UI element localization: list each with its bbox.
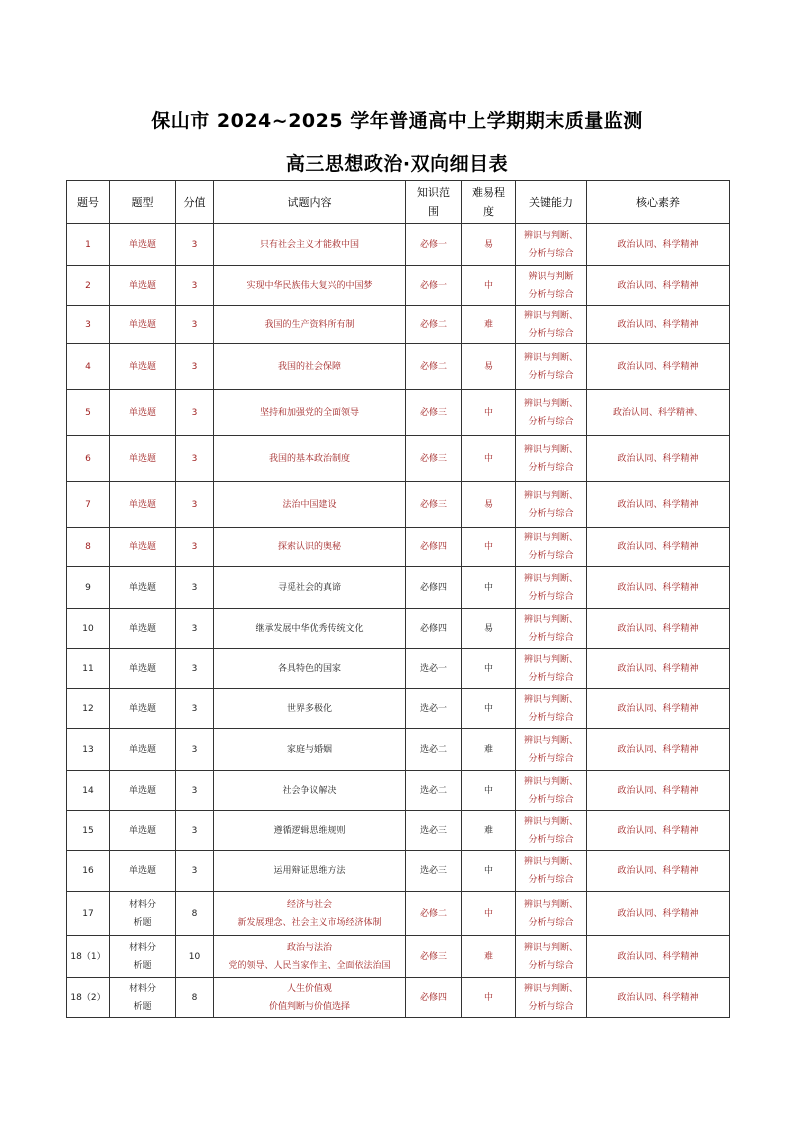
table-row <box>67 978 730 1018</box>
table-row <box>67 390 730 436</box>
cell-scope: 必修三 <box>406 936 462 978</box>
cell-difficulty: 中 <box>462 436 516 482</box>
cell-difficulty: 难 <box>462 729 516 771</box>
cell-content <box>214 689 406 729</box>
cell-ability-line: 辨识与判断、 <box>523 230 578 241</box>
cell-type <box>110 528 176 567</box>
cell-ability-line: 辨识与判断、 <box>523 654 578 665</box>
cell-score: 3 <box>176 528 214 567</box>
cell-content <box>214 729 406 771</box>
cell-ability <box>516 892 587 936</box>
table-row <box>67 851 730 892</box>
cell-score: 3 <box>176 266 214 306</box>
cell-type-line: 单选题 <box>128 785 156 796</box>
cell-scope: 必修四 <box>406 609 462 649</box>
cell-ability <box>516 482 587 528</box>
table-row <box>67 306 730 344</box>
cell-ability-line: 分析与综合 <box>528 328 574 339</box>
cell-content-line: 价值判断与价值选择 <box>268 1001 350 1012</box>
cell-type-line: 单选题 <box>128 280 156 291</box>
cell-type <box>110 436 176 482</box>
cell-ability <box>516 567 587 609</box>
cell-literacy: 政治认同、科学精神 <box>587 266 730 306</box>
cell-type <box>110 978 176 1018</box>
cell-content <box>214 436 406 482</box>
cell-ability-line: 分析与综合 <box>528 794 574 805</box>
cell-content <box>214 306 406 344</box>
table-row <box>67 344 730 390</box>
cell-type <box>110 390 176 436</box>
header-scope-line: 知识范 <box>417 186 450 199</box>
cell-type-line: 单选题 <box>128 407 156 418</box>
header-difficulty-line: 难易程 <box>472 186 505 199</box>
cell-content <box>214 224 406 266</box>
cell-type-line: 单选题 <box>128 239 156 250</box>
cell-difficulty: 难 <box>462 306 516 344</box>
cell-number: 11 <box>67 649 110 689</box>
cell-ability-line: 辨识与判断、 <box>523 310 578 321</box>
cell-ability-line: 辨识与判断、 <box>523 614 578 625</box>
cell-ability-line: 分析与综合 <box>528 1001 574 1012</box>
table-row <box>67 689 730 729</box>
cell-scope: 必修二 <box>406 892 462 936</box>
cell-scope: 选必二 <box>406 729 462 771</box>
cell-ability-line: 辨识与判断、 <box>523 816 578 827</box>
cell-ability-line: 辨识与判断、 <box>523 735 578 746</box>
cell-number: 17 <box>67 892 110 936</box>
table-row <box>67 436 730 482</box>
cell-ability-line: 分析与综合 <box>528 508 574 519</box>
cell-difficulty: 中 <box>462 689 516 729</box>
cell-content-line: 社会争议解决 <box>282 785 337 796</box>
cell-ability-line: 分析与综合 <box>528 960 574 971</box>
cell-ability <box>516 224 587 266</box>
cell-number: 18（2） <box>67 978 110 1018</box>
cell-content <box>214 978 406 1018</box>
cell-scope: 必修三 <box>406 390 462 436</box>
cell-difficulty: 难 <box>462 811 516 851</box>
cell-literacy: 政治认同、科学精神 <box>587 892 730 936</box>
cell-content-line: 我国的基本政治制度 <box>268 453 350 464</box>
cell-literacy: 政治认同、科学精神 <box>587 344 730 390</box>
cell-scope: 必修三 <box>406 482 462 528</box>
cell-number: 15 <box>67 811 110 851</box>
cell-number: 5 <box>67 390 110 436</box>
cell-type <box>110 344 176 390</box>
cell-type-line: 单选题 <box>128 825 156 836</box>
cell-number: 14 <box>67 771 110 811</box>
cell-difficulty: 易 <box>462 344 516 390</box>
cell-ability <box>516 609 587 649</box>
cell-ability-line: 辨识与判断、 <box>523 776 578 787</box>
cell-type-line: 单选题 <box>128 542 156 552</box>
cell-type-line: 单选题 <box>128 623 156 634</box>
cell-score: 3 <box>176 436 214 482</box>
cell-content-line: 经济与社会 <box>286 899 332 910</box>
cell-number: 12 <box>67 689 110 729</box>
table-row <box>67 649 730 689</box>
cell-ability <box>516 649 587 689</box>
cell-scope: 必修四 <box>406 978 462 1018</box>
cell-content-line: 政治与法治 <box>286 942 332 953</box>
cell-ability <box>516 344 587 390</box>
cell-content <box>214 567 406 609</box>
cell-number: 4 <box>67 344 110 390</box>
cell-ability-line: 分析与综合 <box>528 591 574 602</box>
cell-content-line: 探索认识的奥秘 <box>277 542 341 552</box>
cell-type <box>110 567 176 609</box>
cell-ability-line: 辨识与判断、 <box>523 398 578 409</box>
cell-type-line: 单选题 <box>128 361 156 372</box>
cell-scope: 选必一 <box>406 689 462 729</box>
cell-content-line: 我国的生产资料所有制 <box>264 319 355 330</box>
cell-content-line: 实现中华民族伟大复兴的中国梦 <box>246 280 373 291</box>
cell-content <box>214 266 406 306</box>
cell-ability-line: 辨识与判断、 <box>523 573 578 584</box>
cell-scope: 必修二 <box>406 306 462 344</box>
table-row <box>67 482 730 528</box>
cell-ability <box>516 936 587 978</box>
cell-ability-line: 分析与综合 <box>528 289 574 300</box>
cell-score: 3 <box>176 771 214 811</box>
cell-score: 3 <box>176 729 214 771</box>
cell-type-line: 析题 <box>133 960 152 971</box>
cell-difficulty: 中 <box>462 528 516 567</box>
cell-ability-line: 辨识与判断、 <box>523 857 578 867</box>
header-type: 题型 <box>110 181 176 224</box>
cell-content-line: 党的领导、人民当家作主、全面依法治国 <box>228 960 391 971</box>
cell-type <box>110 851 176 892</box>
cell-content-line: 继承发展中华优秀传统文化 <box>255 623 364 634</box>
cell-scope: 必修四 <box>406 528 462 567</box>
cell-number: 8 <box>67 528 110 567</box>
cell-difficulty: 中 <box>462 771 516 811</box>
cell-difficulty: 中 <box>462 266 516 306</box>
header-literacy: 核心素养 <box>587 181 730 224</box>
cell-content-line: 法治中国建设 <box>282 499 337 510</box>
cell-ability-line: 辨识与判断、 <box>523 694 578 705</box>
cell-content <box>214 936 406 978</box>
cell-scope: 选必三 <box>406 851 462 892</box>
cell-ability-line: 分析与综合 <box>528 416 574 427</box>
cell-type-line: 材料分 <box>128 983 156 994</box>
cell-number: 16 <box>67 851 110 892</box>
header-scope <box>406 181 462 224</box>
cell-difficulty: 中 <box>462 978 516 1018</box>
cell-content-line: 遵循逻辑思维规则 <box>273 825 346 836</box>
cell-type-line: 单选题 <box>128 453 156 464</box>
cell-type <box>110 482 176 528</box>
cell-number: 1 <box>67 224 110 266</box>
cell-score: 3 <box>176 851 214 892</box>
cell-literacy: 政治认同、科学精神 <box>587 851 730 892</box>
cell-ability <box>516 266 587 306</box>
cell-type-line: 析题 <box>133 917 152 928</box>
cell-type-line: 单选题 <box>128 703 156 714</box>
cell-ability-line: 分析与综合 <box>528 712 574 723</box>
cell-type-line: 单选题 <box>128 499 156 510</box>
header-scope-line: 围 <box>428 205 439 218</box>
cell-content <box>214 344 406 390</box>
cell-content-line: 新发展理念、社会主义市场经济体制 <box>237 917 382 928</box>
table-row <box>67 528 730 567</box>
cell-difficulty: 中 <box>462 390 516 436</box>
header-score: 分值 <box>176 181 214 224</box>
cell-difficulty: 易 <box>462 482 516 528</box>
cell-difficulty: 易 <box>462 224 516 266</box>
cell-literacy: 政治认同、科学精神 <box>587 936 730 978</box>
cell-ability-line: 分析与综合 <box>528 875 574 885</box>
cell-type <box>110 224 176 266</box>
cell-type-line: 材料分 <box>128 942 156 953</box>
cell-content <box>214 482 406 528</box>
table-row <box>67 892 730 936</box>
cell-type-line: 单选题 <box>128 319 156 330</box>
cell-content <box>214 851 406 892</box>
cell-scope: 必修一 <box>406 224 462 266</box>
cell-literacy: 政治认同、科学精神 <box>587 609 730 649</box>
cell-literacy: 政治认同、科学精神 <box>587 771 730 811</box>
header-difficulty <box>462 181 516 224</box>
cell-type <box>110 266 176 306</box>
table-row <box>67 266 730 306</box>
cell-ability-line: 分析与综合 <box>528 462 574 473</box>
cell-content <box>214 528 406 567</box>
cell-ability-line: 分析与综合 <box>528 551 574 561</box>
cell-score: 3 <box>176 344 214 390</box>
cell-literacy: 政治认同、科学精神 <box>587 689 730 729</box>
cell-number: 6 <box>67 436 110 482</box>
cell-ability-line: 辨识与判断、 <box>523 899 578 910</box>
cell-content <box>214 649 406 689</box>
spec-table <box>66 180 730 1018</box>
cell-content <box>214 609 406 649</box>
cell-type <box>110 936 176 978</box>
cell-literacy: 政治认同、科学精神 <box>587 224 730 266</box>
cell-type <box>110 729 176 771</box>
cell-number: 2 <box>67 266 110 306</box>
cell-number: 3 <box>67 306 110 344</box>
cell-ability-line: 辨识与判断、 <box>523 490 578 501</box>
cell-content-line: 世界多极化 <box>286 703 332 714</box>
cell-literacy: 政治认同、科学精神 <box>587 811 730 851</box>
cell-type-line: 析题 <box>133 1001 152 1012</box>
cell-content <box>214 390 406 436</box>
cell-score: 8 <box>176 978 214 1018</box>
cell-type <box>110 649 176 689</box>
cell-ability-line: 分析与综合 <box>528 834 574 845</box>
cell-ability <box>516 729 587 771</box>
cell-type <box>110 689 176 729</box>
cell-ability <box>516 306 587 344</box>
cell-scope: 必修二 <box>406 344 462 390</box>
cell-ability-line: 分析与综合 <box>528 672 574 683</box>
cell-number: 9 <box>67 567 110 609</box>
cell-type <box>110 811 176 851</box>
cell-ability-line: 分析与综合 <box>528 370 574 381</box>
cell-ability <box>516 689 587 729</box>
cell-ability-line: 辨识与判断、 <box>523 444 578 455</box>
cell-scope: 选必二 <box>406 771 462 811</box>
cell-scope: 选必三 <box>406 811 462 851</box>
cell-ability-line: 辨识与判断、 <box>523 942 578 953</box>
cell-difficulty: 易 <box>462 609 516 649</box>
cell-ability <box>516 851 587 892</box>
cell-content-line: 各具特色的国家 <box>277 663 341 674</box>
cell-literacy: 政治认同、科学精神、 <box>587 390 730 436</box>
cell-score: 8 <box>176 892 214 936</box>
cell-ability <box>516 390 587 436</box>
cell-scope: 必修一 <box>406 266 462 306</box>
cell-score: 3 <box>176 811 214 851</box>
cell-score: 3 <box>176 306 214 344</box>
cell-score: 3 <box>176 609 214 649</box>
table-row <box>67 224 730 266</box>
cell-score: 3 <box>176 649 214 689</box>
cell-difficulty: 中 <box>462 567 516 609</box>
cell-literacy: 政治认同、科学精神 <box>587 978 730 1018</box>
cell-scope: 必修三 <box>406 436 462 482</box>
cell-score: 3 <box>176 689 214 729</box>
cell-ability-line: 分析与综合 <box>528 917 574 928</box>
cell-type <box>110 771 176 811</box>
header-ability: 关键能力 <box>516 181 587 224</box>
table-row <box>67 729 730 771</box>
cell-number: 18（1） <box>67 936 110 978</box>
cell-type-line: 单选题 <box>128 663 156 674</box>
cell-ability <box>516 528 587 567</box>
cell-ability-line: 辨识与判断 <box>528 271 574 282</box>
header-content: 试题内容 <box>214 181 406 224</box>
table-row <box>67 771 730 811</box>
cell-literacy: 政治认同、科学精神 <box>587 567 730 609</box>
cell-literacy: 政治认同、科学精神 <box>587 729 730 771</box>
cell-difficulty: 难 <box>462 936 516 978</box>
cell-score: 3 <box>176 390 214 436</box>
cell-ability-line: 分析与综合 <box>528 248 574 259</box>
cell-score: 3 <box>176 224 214 266</box>
cell-literacy: 政治认同、科学精神 <box>587 649 730 689</box>
cell-content-line: 运用辩证思维方法 <box>273 866 346 876</box>
cell-ability <box>516 978 587 1018</box>
page-subtitle: 高三思想政治·双向细目表 <box>285 153 509 175</box>
cell-type-line: 单选题 <box>128 582 156 593</box>
cell-ability-line: 分析与综合 <box>528 753 574 764</box>
cell-difficulty: 中 <box>462 851 516 892</box>
cell-content-line: 家庭与婚姻 <box>286 744 332 755</box>
cell-literacy: 政治认同、科学精神 <box>587 436 730 482</box>
cell-ability-line: 辨识与判断、 <box>523 352 578 363</box>
cell-score: 3 <box>176 567 214 609</box>
cell-scope: 选必一 <box>406 649 462 689</box>
cell-score: 10 <box>176 936 214 978</box>
cell-ability-line: 辨识与判断、 <box>523 533 578 543</box>
cell-type-line: 材料分 <box>128 899 156 910</box>
cell-content <box>214 811 406 851</box>
cell-scope: 必修四 <box>406 567 462 609</box>
cell-literacy: 政治认同、科学精神 <box>587 306 730 344</box>
cell-difficulty: 中 <box>462 892 516 936</box>
table-row <box>67 567 730 609</box>
header-difficulty-line: 度 <box>483 205 494 218</box>
cell-number: 10 <box>67 609 110 649</box>
cell-type-line: 单选题 <box>128 866 156 876</box>
cell-type <box>110 306 176 344</box>
cell-literacy: 政治认同、科学精神 <box>587 482 730 528</box>
cell-ability-line: 辨识与判断、 <box>523 983 578 994</box>
page-title: 保山市 2024~2025 学年普通高中上学期期末质量监测 <box>151 110 643 132</box>
cell-type <box>110 609 176 649</box>
cell-content-line: 我国的社会保障 <box>277 361 341 372</box>
cell-type-line: 单选题 <box>128 744 156 755</box>
cell-content-line: 坚持和加强党的全面领导 <box>259 407 359 418</box>
cell-ability <box>516 811 587 851</box>
table-header-row <box>67 181 730 224</box>
table-row <box>67 811 730 851</box>
cell-number: 13 <box>67 729 110 771</box>
table-row <box>67 609 730 649</box>
cell-ability <box>516 771 587 811</box>
cell-score: 3 <box>176 482 214 528</box>
cell-number: 7 <box>67 482 110 528</box>
cell-content-line: 人生价值观 <box>286 983 332 994</box>
cell-type <box>110 892 176 936</box>
table-row <box>67 936 730 978</box>
cell-content <box>214 771 406 811</box>
cell-content-line: 寻觅社会的真谛 <box>277 582 341 593</box>
cell-literacy: 政治认同、科学精神 <box>587 528 730 567</box>
cell-ability-line: 分析与综合 <box>528 632 574 643</box>
cell-ability <box>516 436 587 482</box>
cell-content-line: 只有社会主义才能救中国 <box>259 239 359 250</box>
cell-difficulty: 中 <box>462 649 516 689</box>
header-number: 题号 <box>67 181 110 224</box>
cell-content <box>214 892 406 936</box>
